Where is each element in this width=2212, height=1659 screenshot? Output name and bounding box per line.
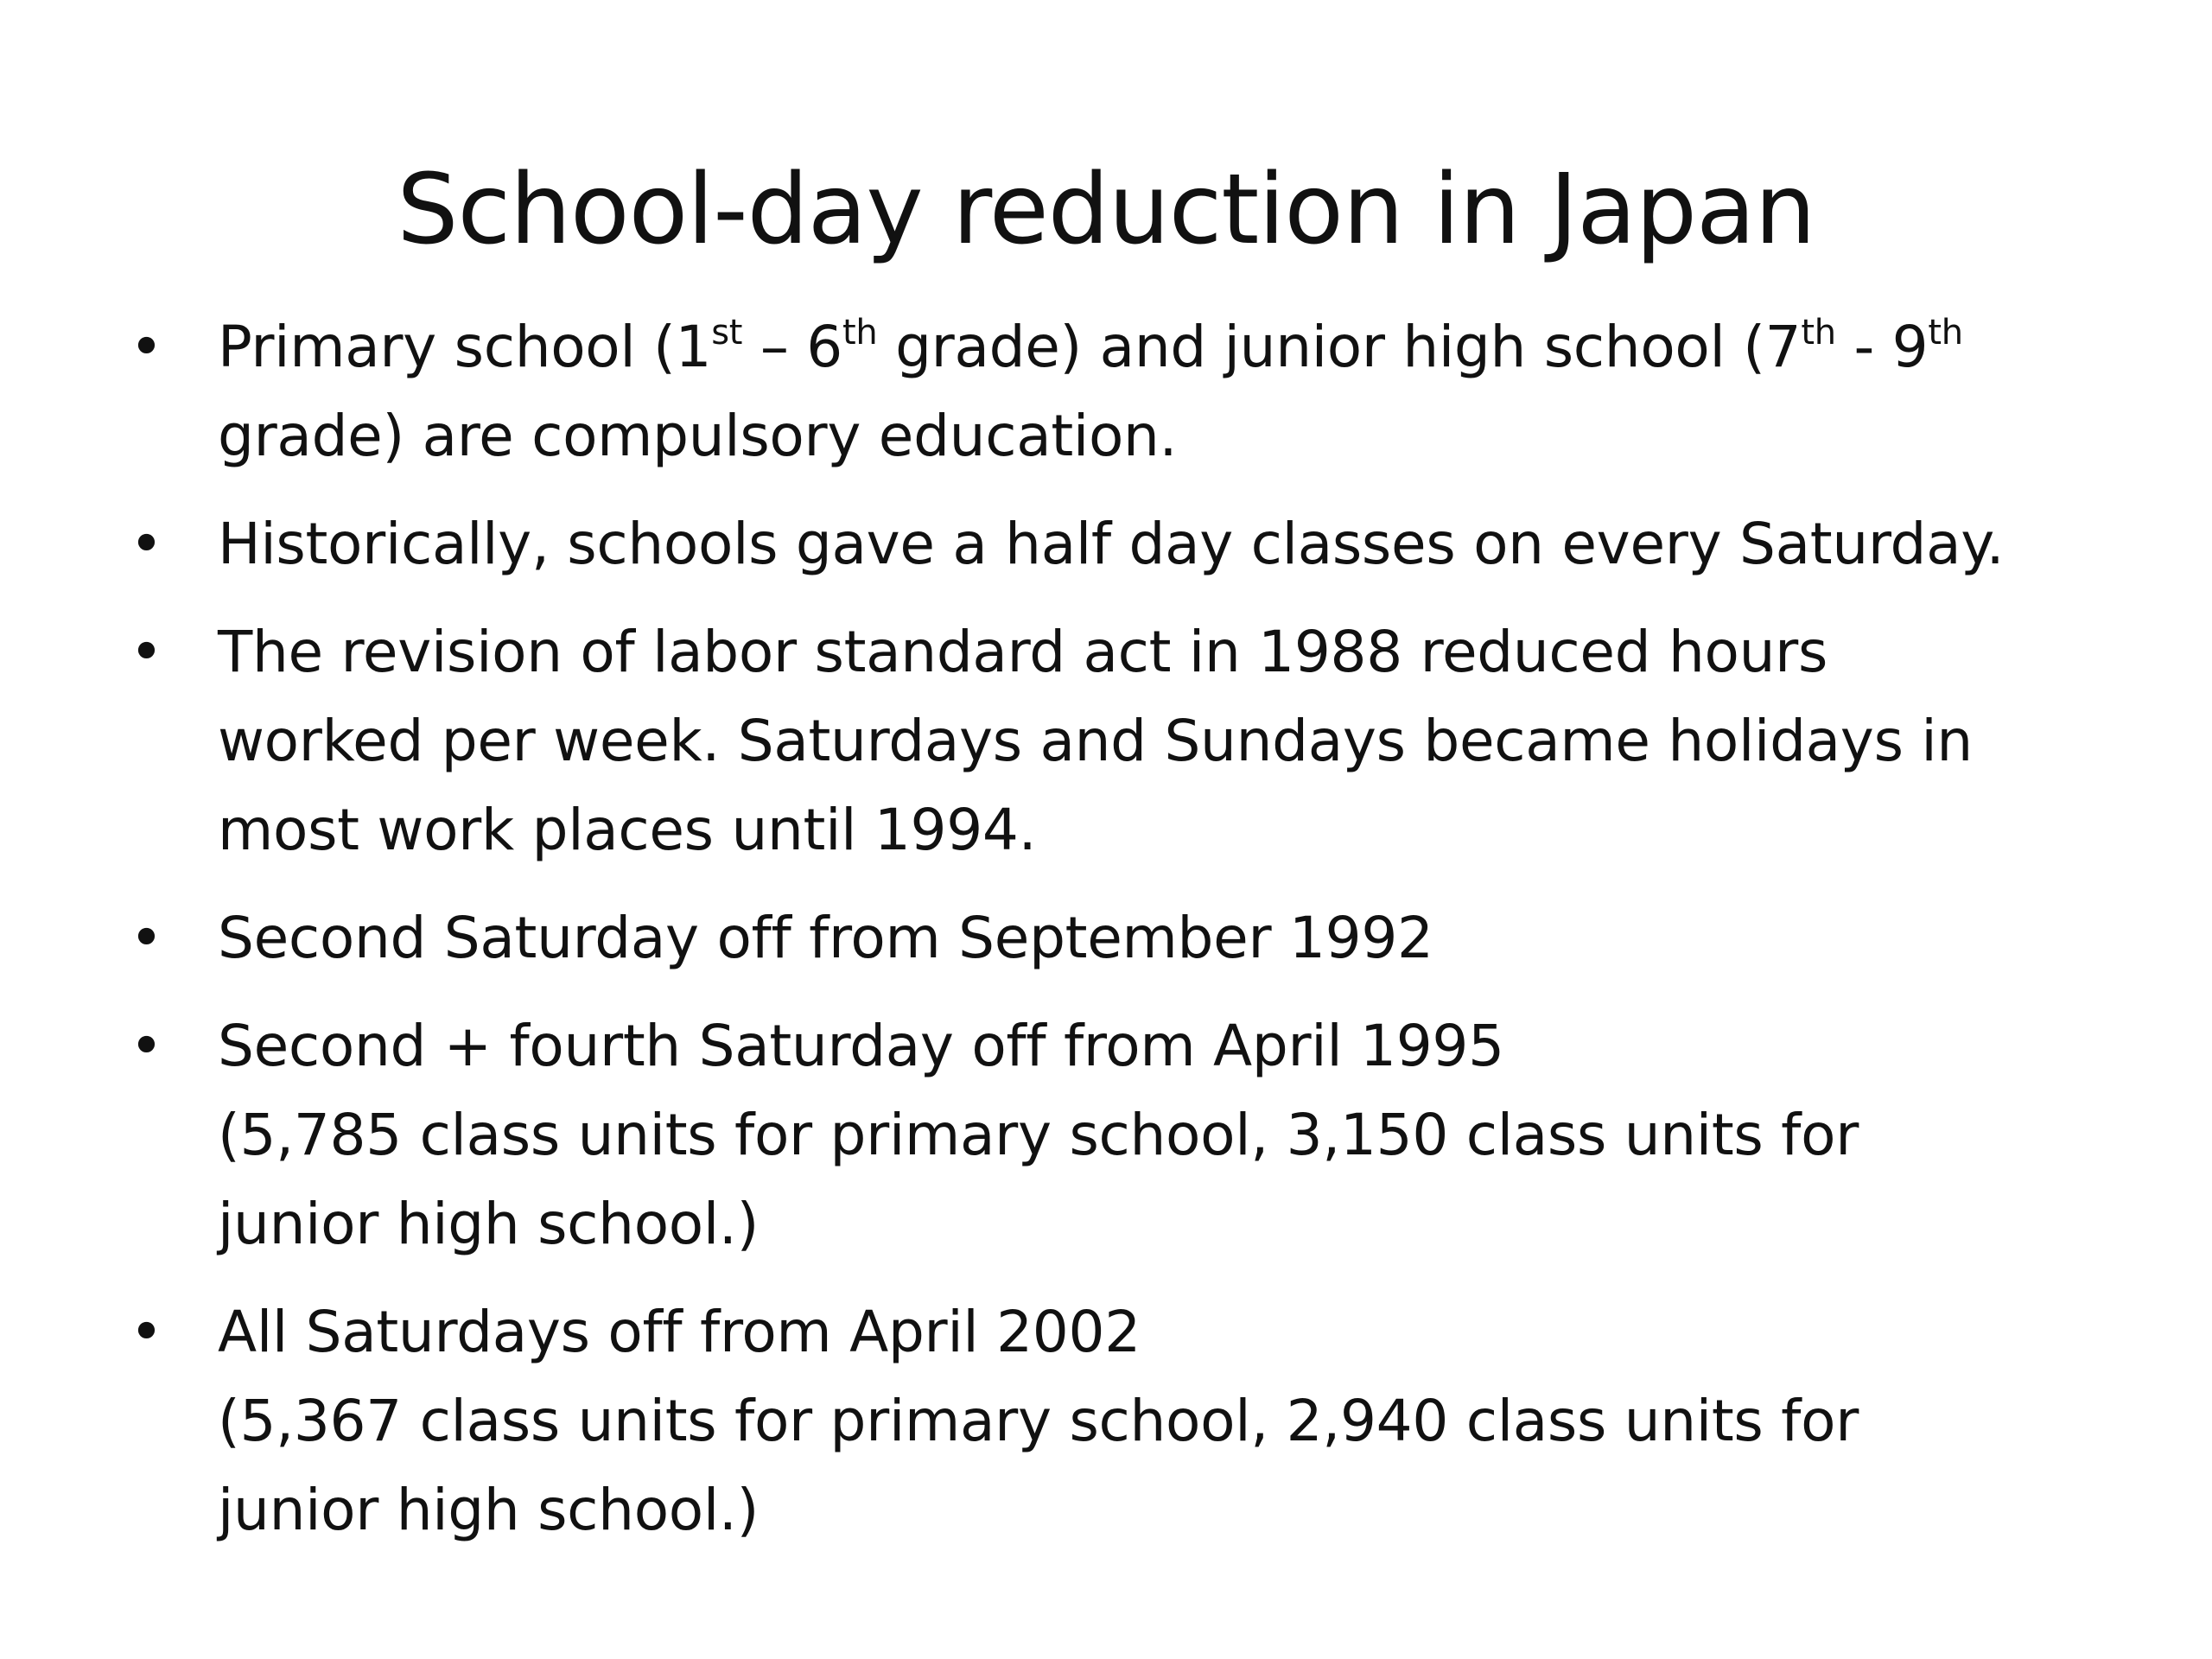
bullet-line xyxy=(218,302,2117,391)
ordinal-suffix: th xyxy=(1928,313,1963,353)
bullet-item-compulsory-education xyxy=(130,302,2117,480)
bullet-item-second-fourth-saturday xyxy=(130,1001,2117,1268)
bullet-line: Historically, schools gave a half day classes on every Saturday. xyxy=(218,511,2005,577)
bullet-dot-icon: • xyxy=(130,905,163,971)
bullet-item-all-saturdays xyxy=(130,1287,2117,1554)
text-run: grade) and junior high school (7 xyxy=(877,314,1802,380)
bullet-item-second-saturday xyxy=(130,893,2117,982)
ordinal-suffix: st xyxy=(711,313,743,353)
bullet-item-labor-act xyxy=(130,607,2117,874)
bullet-line: The revision of labor standard act in 1988 reduced hours xyxy=(218,619,1828,685)
bullet-dot-icon: • xyxy=(130,619,163,685)
bullet-dot-icon: • xyxy=(130,1013,163,1079)
bullet-line: junior high school.) xyxy=(218,1191,760,1257)
ordinal-suffix: th xyxy=(842,313,878,353)
bullet-line: worked per week. Saturdays and Sundays became holidays in xyxy=(218,708,1973,774)
ordinal-suffix: th xyxy=(1801,313,1836,353)
bullet-dot-icon: • xyxy=(130,1299,163,1365)
bullet-item-historical-saturday xyxy=(130,499,2117,588)
bullet-line: Second + fourth Saturday off from April 1995 xyxy=(218,1013,1504,1079)
bullet-line: (5,785 class units for primary school, 3,150 class units for xyxy=(218,1102,1859,1168)
text-run: Primary school (1 xyxy=(218,314,712,380)
bullet-line: grade) are compulsory education. xyxy=(218,403,1178,469)
slide-title: School-day reduction in Japan xyxy=(397,154,1815,266)
text-run: - 9 xyxy=(1835,314,1929,380)
bullet-dot-icon: • xyxy=(130,511,163,577)
bullet-line: (5,367 class units for primary school, 2,940 class units for xyxy=(218,1388,1859,1454)
bullet-line: most work places until 1994. xyxy=(218,797,1037,863)
bullet-line: junior high school.) xyxy=(218,1477,760,1543)
bullet-line: All Saturdays off from April 2002 xyxy=(218,1299,1141,1365)
bullet-list xyxy=(130,302,2117,1573)
text-run: – 6 xyxy=(742,314,842,380)
bullet-line: Second Saturday off from September 1992 xyxy=(218,905,1433,971)
bullet-dot-icon: • xyxy=(130,314,163,380)
